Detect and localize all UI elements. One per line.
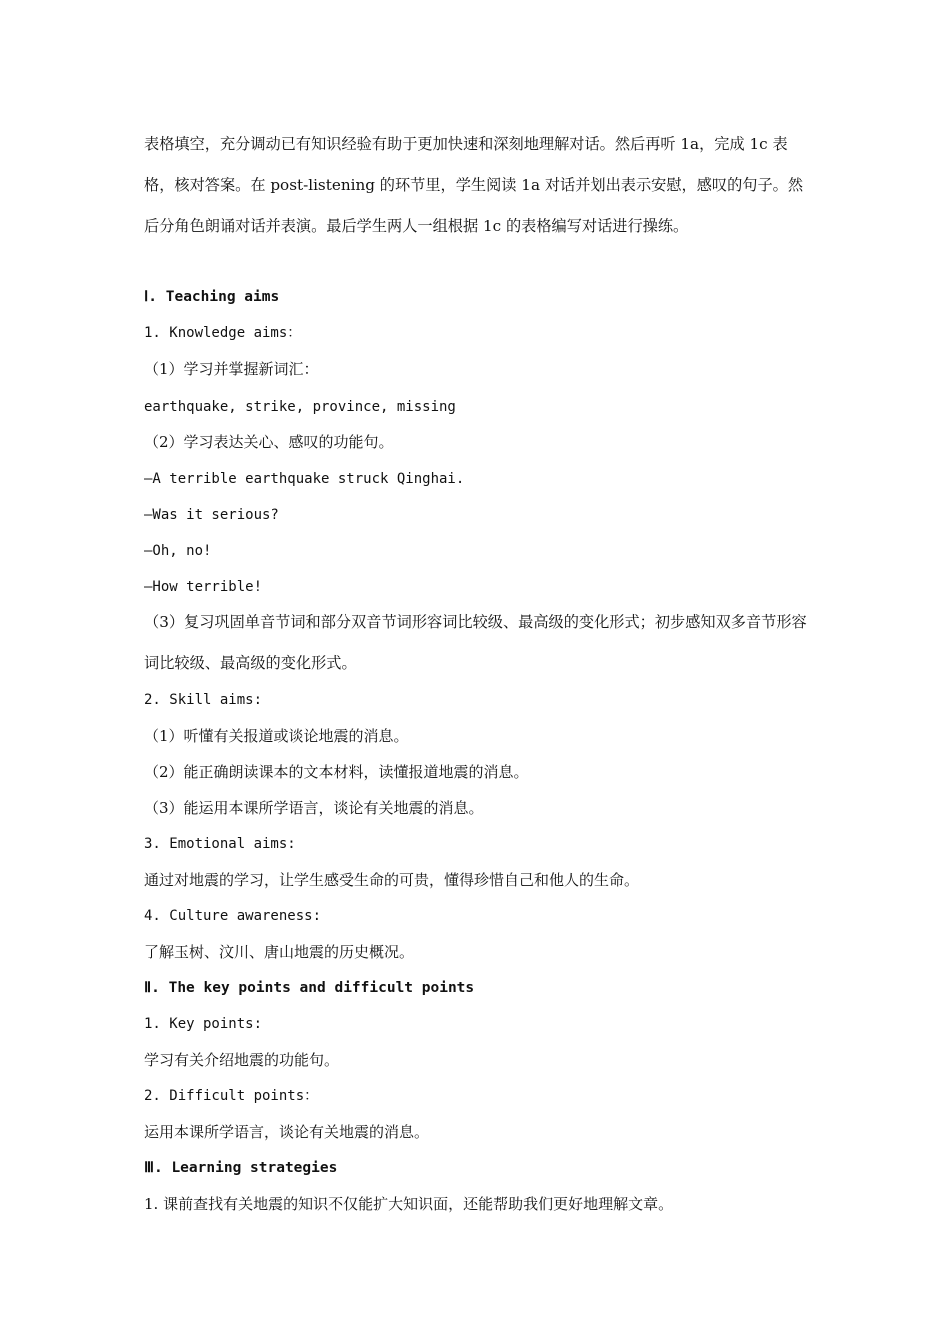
section-heading-key-points: Ⅱ. The key points and difficult points [144, 980, 475, 996]
dialog-line: —Was it serious? [144, 507, 279, 523]
section-heading-teaching-aims: Ⅰ. Teaching aims [144, 289, 280, 305]
section-heading-learning-strategies: Ⅲ. Learning strategies [144, 1160, 338, 1176]
dialog-line: —Oh, no! [144, 543, 212, 559]
skill-item-1: （1）听懂有关报道或谈论地震的消息。 [144, 727, 409, 745]
skill-aims-title: 2. Skill aims: [144, 692, 263, 708]
culture-awareness-title: 4. Culture awareness: [144, 908, 322, 924]
emotional-aims-text: 通过对地震的学习，让学生感受生命的可贵，懂得珍惜自己和他人的生命。 [144, 871, 640, 889]
skill-item-2: （2）能正确朗读课本的文本材料，读懂报道地震的消息。 [144, 763, 529, 781]
dialog-line: —A terrible earthquake struck Qinghai. [144, 471, 465, 487]
learning-strategy-item-1: 1. 课前查找有关地震的知识不仅能扩大知识面，还能帮助我们更好地理解文章。 [144, 1195, 674, 1213]
key-points-title: 1. Key points: [144, 1016, 263, 1032]
knowledge-item-3: （3）复习巩固单音节词和部分双音节词形容词比较级、最高级的变化形式；初步感知双多音节形容词比较级、最高级的变化形式。 [144, 613, 807, 672]
knowledge-aims-title: 1. Knowledge aims： [144, 325, 302, 341]
skill-item-3: （3）能运用本课所学语言，谈论有关地震的消息。 [144, 799, 484, 817]
key-points-text: 学习有关介绍地震的功能句。 [144, 1051, 340, 1069]
culture-awareness-text: 了解玉树、汶川、唐山地震的历史概况。 [144, 943, 415, 961]
intro-paragraph: 表格填空，充分调动已有知识经验有助于更加快速和深刻地理解对话。然后再听 1a，完成 1c 表格，核对答案。在 post-listening 的环节里，学生阅读 1a 对话并划出表示安慰，感叹的句子。然后分角色朗诵对话并表演。最后学生两人一组根据 1c 的表格编写对话进行操练。 [144, 135, 804, 235]
difficult-points-text: 运用本课所学语言，谈论有关地震的消息。 [144, 1123, 430, 1141]
knowledge-item-1: （1）学习并掌握新词汇： [144, 360, 319, 378]
knowledge-item-2: （2）学习表达关心、感叹的功能句。 [144, 433, 394, 451]
emotional-aims-title: 3. Emotional aims: [144, 836, 296, 852]
dialog-line: —How terrible! [144, 579, 263, 595]
difficult-points-title: 2. Difficult points： [144, 1088, 319, 1104]
vocabulary-list: earthquake, strike, province, missing [144, 399, 456, 415]
